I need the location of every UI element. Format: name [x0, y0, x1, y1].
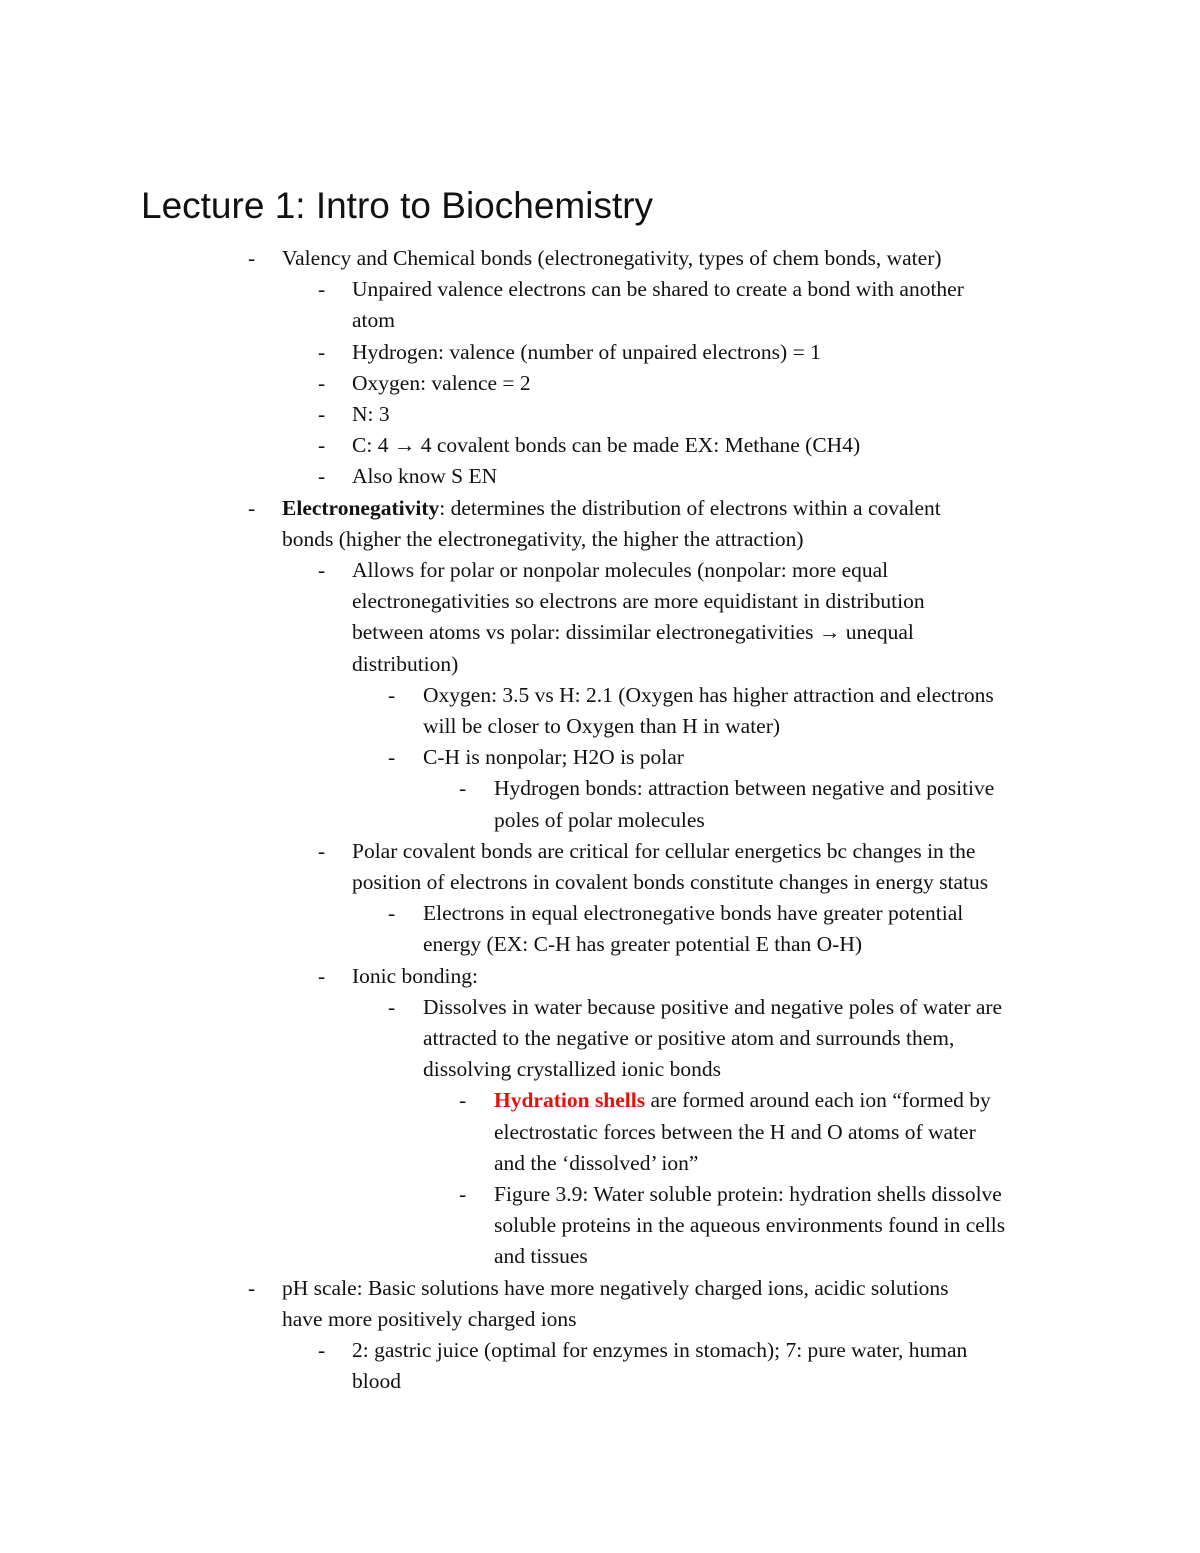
bullet-dash: - — [459, 776, 467, 801]
list-item-line: Unpaired valence electrons can be shared to create a bond with another — [352, 277, 964, 302]
list-item-line: Polar covalent bonds are critical for cellular energetics bc changes in the — [352, 838, 976, 863]
list-item-line: have more positively charged ions — [282, 1306, 577, 1331]
bullet-dash: - — [318, 277, 326, 302]
list-item-line: Ionic bonding: — [352, 963, 478, 988]
list-item-line: electronegativities so electrons are more equidistant in distribution — [352, 589, 925, 614]
list-item-line: atom — [352, 308, 395, 333]
bullet-dash: - — [459, 1088, 467, 1113]
list-item-line: Hydrogen: valence (number of unpaired electrons) = 1 — [352, 339, 821, 364]
bullet-dash: - — [388, 901, 396, 926]
list-item-line: pH scale: Basic solutions have more negatively charged ions, acidic solutions — [282, 1275, 949, 1300]
list-item-line: N: 3 — [352, 402, 390, 426]
list-item-line: distribution) — [352, 651, 459, 676]
list-item-line: soluble proteins in the aqueous environments found in cells — [494, 1213, 1006, 1238]
bullet-dash: - — [248, 1275, 256, 1300]
list-item-line: Oxygen: valence = 2 — [352, 370, 531, 395]
bullet-dash: - — [318, 370, 326, 395]
list-item-line — [494, 1085, 991, 1116]
list-item-line: Electrons in equal electronegative bonds have greater potential — [423, 901, 964, 926]
list-item-line: Hydrogen bonds: attraction between negative and positive — [494, 776, 995, 801]
list-item-line: will be closer to Oxygen than H in water) — [423, 714, 781, 738]
bullet-dash: - — [318, 464, 326, 489]
list-item-line: C: 4 → 4 covalent bonds can be made EX: Methane (CH4) — [352, 433, 861, 458]
list-item-line: 2: gastric juice (optimal for enzymes in stomach); 7: pure water, human — [352, 1338, 968, 1362]
list-item-line: between atoms vs polar: dissimilar electronegativities → unequal — [352, 620, 914, 645]
bullet-dash: - — [318, 1338, 326, 1362]
list-item-line: C-H is nonpolar; H2O is polar — [423, 745, 684, 770]
bullet-dash: - — [388, 682, 396, 707]
bullet-dash: - — [318, 558, 326, 582]
list-item-line — [282, 493, 941, 524]
highlighted-term: Hydration shells — [494, 1088, 646, 1113]
bullet-dash: - — [318, 339, 326, 364]
list-item-line: dissolving crystallized ionic bonds — [423, 1057, 721, 1082]
list-item-line: position of electrons in covalent bonds constitute changes in energy status — [352, 870, 989, 894]
bullet-dash: - — [318, 963, 326, 988]
list-item-line: blood — [352, 1369, 401, 1394]
bullet-dash: - — [318, 402, 326, 426]
bullet-dash: - — [318, 838, 326, 863]
bullet-dash: - — [459, 1182, 467, 1206]
bullet-dash: - — [318, 433, 326, 458]
list-item-line: Allows for polar or nonpolar molecules (nonpolar: more equal — [352, 558, 889, 582]
bullet-dash: - — [388, 994, 396, 1019]
bullet-dash: - — [388, 745, 396, 770]
bullet-dash: - — [248, 246, 256, 270]
page-title: Lecture 1: Intro to Biochemistry — [141, 185, 654, 226]
list-item-line: energy (EX: C-H has greater potential E than O-H) — [423, 932, 863, 957]
list-item-line: electrostatic forces between the H and O atoms of water — [494, 1119, 976, 1144]
list-item-line: bonds (higher the electronegativity, the higher the attraction) — [282, 526, 804, 551]
bullet-dash: - — [248, 495, 256, 520]
list-item-line: and tissues — [494, 1244, 588, 1269]
list-item-line: attracted to the negative or positive atom and surrounds them, — [423, 1026, 955, 1050]
list-item-line: Figure 3.9: Water soluble protein: hydration shells dissolve — [494, 1182, 1002, 1206]
term-definition: are formed around each ion “formed by — [645, 1088, 991, 1113]
list-item-line: Oxygen: 3.5 vs H: 2.1 (Oxygen has higher attraction and electrons — [423, 682, 994, 707]
list-item-line: poles of polar molecules — [494, 807, 705, 832]
list-item-line: Valency and Chemical bonds (electronegativity, types of chem bonds, water) — [282, 246, 942, 270]
list-item-line: and the ‘dissolved’ ion” — [494, 1150, 699, 1175]
list-item-line: Also know S EN — [352, 464, 498, 489]
bold-term: Electronegativity — [282, 495, 440, 520]
list-item-line: Dissolves in water because positive and negative poles of water are — [423, 994, 1003, 1019]
term-definition: : determines the distribution of electrons within a covalent — [439, 495, 941, 520]
